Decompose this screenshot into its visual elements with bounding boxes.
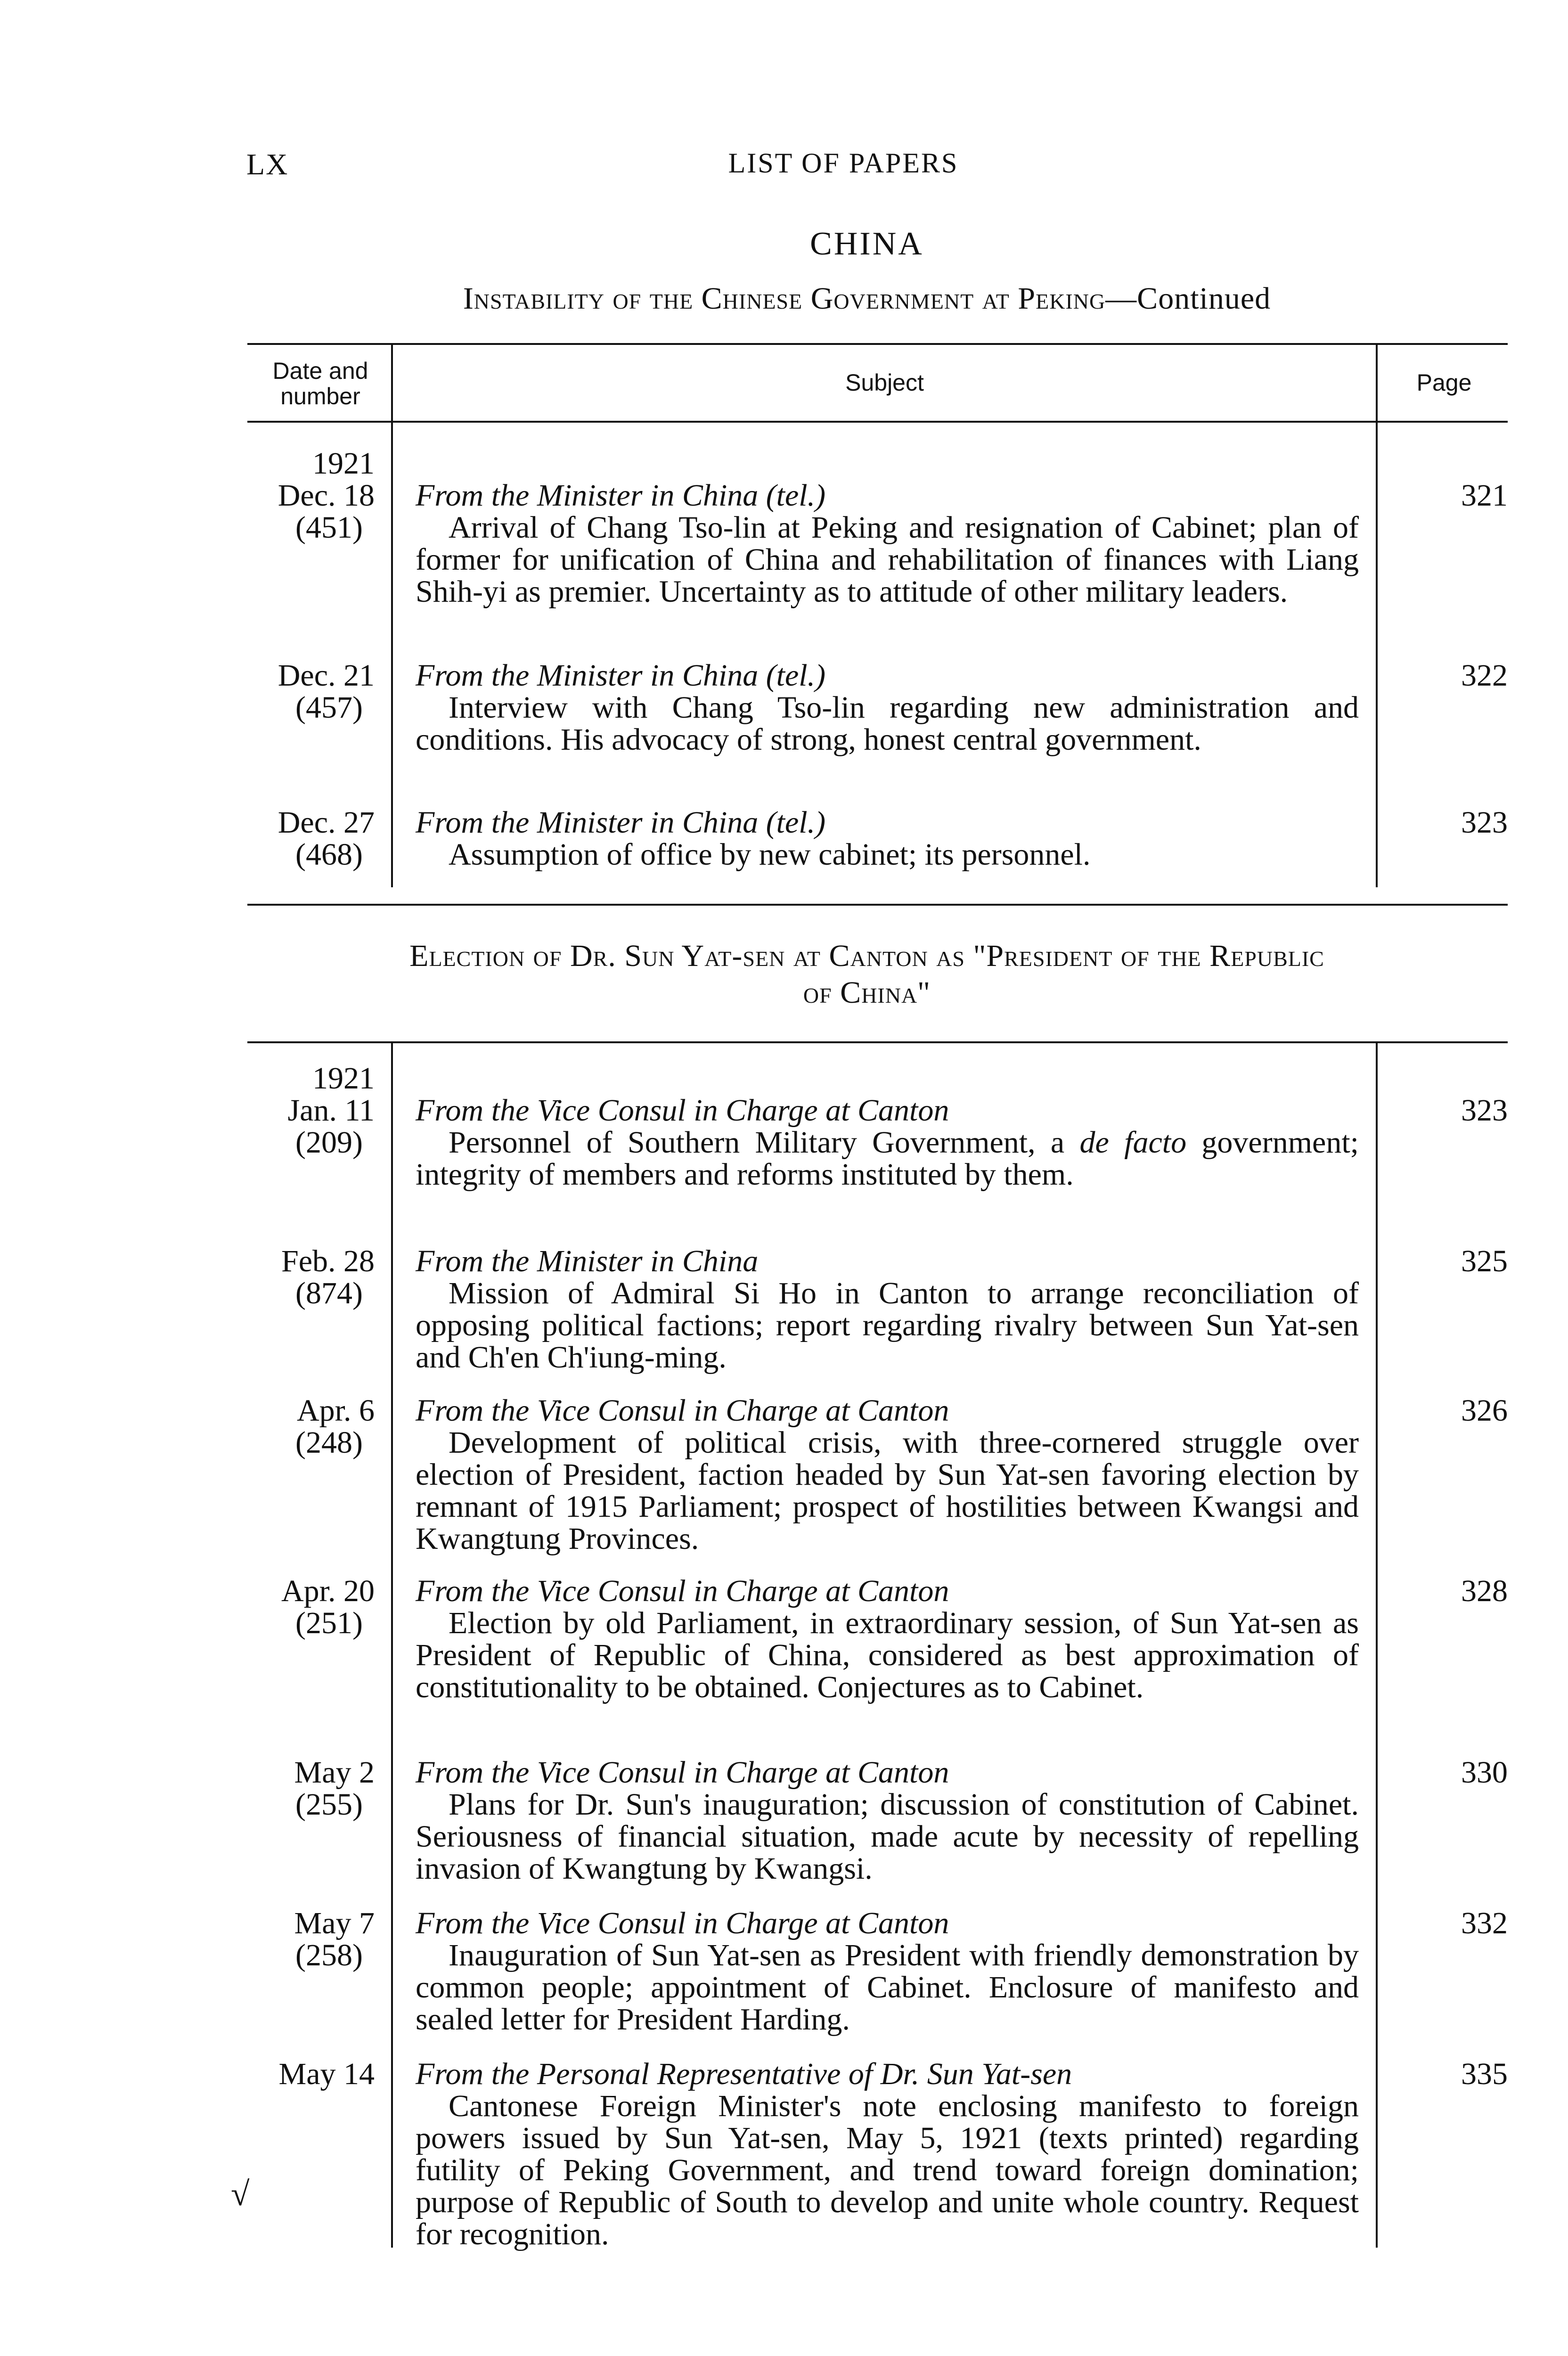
entry-number: (258) — [295, 1938, 363, 1972]
section1-title-main: Instability of the Chinese Government at Peking — [463, 281, 1106, 316]
entry-number: (457) — [295, 690, 363, 725]
margin-check-mark: √ — [231, 2175, 250, 2213]
chapter-title: CHINA — [810, 226, 924, 262]
entry-date: Apr. 6 — [297, 1393, 375, 1428]
running-head: LIST OF PAPERS — [728, 147, 959, 179]
entry-text-post: government; integrity of members and reforms instituted by them. — [416, 1125, 1359, 1192]
entry-date: May 2 — [294, 1755, 375, 1790]
entry-text: Inauguration of Sun Yat-sen as President with friendly demonstration by common people; appointment of Cabinet. Enclosure of manifesto and sealed letter for President Harding. — [416, 1938, 1359, 2037]
entry-date: May 14 — [278, 2057, 375, 2091]
table1-bottom-rule — [247, 904, 1508, 906]
column-header-page: Page — [1416, 369, 1472, 396]
entry-page: 332 — [1461, 1906, 1508, 1940]
entry-subject — [416, 660, 1359, 756]
entry-page: 330 — [1461, 1755, 1508, 1790]
entry-subject — [416, 2058, 1359, 2250]
entry-text: Mission of Admiral Si Ho in Canton to arrange reconciliation of opposing political factions; report regarding rivalry between Sun Yat-sen and Ch'en Ch'iung-ming. — [416, 1276, 1359, 1374]
section1-title-suffix: —Continued — [1105, 281, 1271, 316]
entry-subject — [416, 1575, 1359, 1703]
entry-from: From the Minister in China (tel.) — [416, 805, 826, 840]
entry-from: From the Vice Consul in Charge at Canton — [416, 1755, 949, 1790]
entry-page: 323 — [1461, 805, 1508, 840]
entry-text: Election by old Parliament, in extraordinary session, of Sun Yat-sen as President of Republic of China, considered as best approximation of constitutionality to be obtained. Conjectures as to Cabinet. — [416, 1606, 1359, 1704]
entry-page: 321 — [1461, 478, 1508, 513]
entry-text-pre: Personnel of Southern Military Government, a — [449, 1125, 1080, 1160]
table1-top-rule — [247, 343, 1508, 345]
entry-page: 322 — [1461, 658, 1508, 693]
entry-number: (251) — [295, 1606, 363, 1640]
entry-text-italic: de facto — [1079, 1125, 1187, 1160]
column-header-subject: Subject — [845, 369, 924, 396]
entry-date: Feb. 28 — [281, 1244, 375, 1278]
table1-col-divider-right — [1376, 343, 1378, 887]
entry-text: Cantonese Foreign Minister's note enclosing manifesto to foreign powers issued by Sun Yat-sen, May 5, 1921 (texts printed) regarding futility of Peking Government, and trend toward foreign domination; purpose of Republic of South to develop and unite whole country. Request for recognition. — [416, 2089, 1359, 2251]
entry-date: Dec. 27 — [278, 805, 375, 840]
entry-from: From the Personal Representative of Dr. Sun Yat-sen — [416, 2057, 1072, 2091]
entry-text: Interview with Chang Tso-lin regarding new administration and conditions. His advocacy of strong, honest central government. — [416, 690, 1359, 757]
entry-from: From the Vice Consul in Charge at Canton — [416, 1906, 949, 1940]
entry-subject — [416, 1907, 1359, 2036]
entry-date: May 7 — [294, 1906, 375, 1940]
entry-from: From the Minister in China (tel.) — [416, 478, 826, 513]
entry-subject — [416, 1757, 1359, 1885]
entry-page: 325 — [1461, 1244, 1508, 1278]
section1-title — [212, 280, 1522, 317]
entry-subject — [416, 807, 1359, 871]
entry-date: Apr. 20 — [281, 1574, 375, 1608]
section2-title — [207, 938, 1527, 1011]
table1-header-rule — [247, 421, 1508, 423]
entry-text: Arrival of Chang Tso-lin at Peking and resignation of Cabinet; plan of former for unification of China and rehabilitation of finances with Liang Shih-yi as premier. Uncertainty as to attitude of other military leaders. — [416, 510, 1359, 609]
entry-text: Assumption of office by new cabinet; its personnel. — [449, 837, 1091, 872]
entry-subject — [416, 1245, 1359, 1374]
entry-from: From the Minister in China (tel.) — [416, 658, 826, 693]
table2-col-divider-left — [391, 1041, 393, 2248]
entry-from: From the Vice Consul in Charge at Canton — [416, 1393, 949, 1428]
entry-subject — [416, 1095, 1359, 1191]
entry-text — [416, 1127, 1359, 1191]
entry-date: Dec. 21 — [278, 658, 375, 693]
entry-from: From the Vice Consul in Charge at Canton — [416, 1574, 949, 1608]
entry-number: (248) — [295, 1425, 363, 1460]
column-header-date: Date and number — [272, 358, 368, 409]
entry-page: 328 — [1461, 1574, 1508, 1608]
section2-year: 1921 — [312, 1061, 375, 1096]
entry-page: 326 — [1461, 1393, 1508, 1428]
entry-number: (468) — [295, 837, 363, 872]
table2-top-rule — [247, 1041, 1508, 1043]
entry-subject — [416, 1395, 1359, 1555]
section2-title-line1: Election of Dr. Sun Yat-sen at Canton as "President of the Republic — [409, 939, 1324, 973]
entry-number: (209) — [295, 1125, 363, 1160]
page-folio: LX — [246, 147, 289, 181]
entry-date: Dec. 18 — [278, 478, 375, 513]
entry-number: (255) — [295, 1787, 363, 1822]
entry-text: Plans for Dr. Sun's inauguration; discussion of constitution of Cabinet. Seriousness of financial situation, made acute by necessity of repelling invasion of Kwangtung by Kwangsi. — [416, 1787, 1359, 1886]
entry-subject — [416, 480, 1359, 608]
entry-number: (451) — [295, 510, 363, 545]
entry-page: 335 — [1461, 2057, 1508, 2091]
section2-title-line2: of China" — [803, 975, 931, 1010]
entry-from: From the Minister in China — [416, 1244, 759, 1278]
entry-text: Development of political crisis, with three-cornered struggle over election of President, faction headed by Sun Yat-sen favoring election by remnant of 1915 Parliament; prospect of hostilities between Kwangsi and Kwangtung Provinces. — [416, 1425, 1359, 1556]
entry-date: Jan. 11 — [287, 1093, 375, 1128]
table2-col-divider-right — [1376, 1041, 1378, 2248]
entry-page: 323 — [1461, 1093, 1508, 1128]
entry-number: (874) — [295, 1276, 363, 1310]
entry-from: From the Vice Consul in Charge at Canton — [416, 1093, 949, 1128]
table1-col-divider-left — [391, 343, 393, 887]
section1-year: 1921 — [312, 446, 375, 481]
